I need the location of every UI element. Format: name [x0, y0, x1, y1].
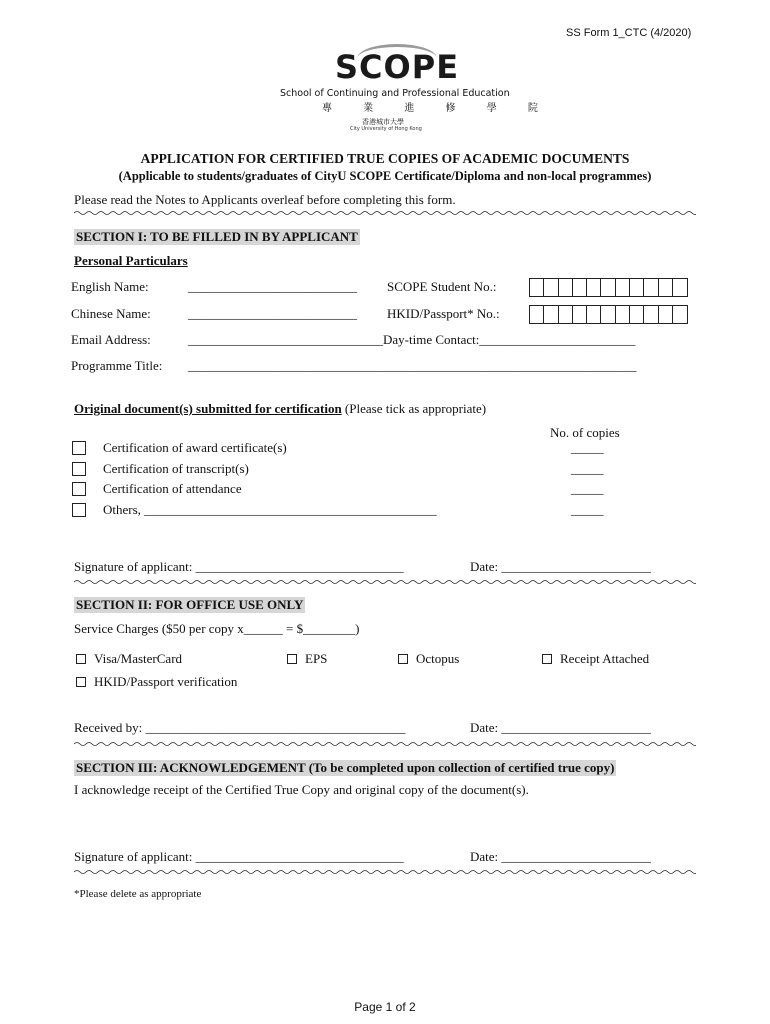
documents-heading: Original document(s) submitted for certification: [74, 401, 342, 416]
chinese-name-label: Chinese Name:: [71, 306, 151, 321]
email-label: Email Address:: [71, 332, 151, 347]
option-label: Certification of award certificate(s): [103, 440, 287, 455]
applicant-signature-field[interactable]: Signature of applicant: ________________________________: [74, 559, 404, 574]
personal-particulars-heading: Personal Particulars: [74, 253, 188, 268]
divider: [74, 742, 696, 746]
english-name-label: English Name:: [71, 279, 149, 294]
scope-logo: SCOPE: [335, 48, 460, 86]
acknowledgement-text: I acknowledge receipt of the Certified True Copy and original copy of the document(s).: [74, 782, 529, 797]
form-subtitle: (Applicable to students/graduates of CityU SCOPE Certificate/Diploma and non-local programmes): [118, 169, 652, 183]
applicant-signature-field[interactable]: Signature of applicant: ________________________________: [74, 849, 404, 864]
english-name-field[interactable]: __________________________: [188, 279, 357, 294]
receipt-attached-option[interactable]: Receipt Attached: [542, 651, 649, 667]
award-certificate-checkbox[interactable]: [72, 441, 86, 455]
checkbox-icon: [398, 654, 408, 664]
programme-label: Programme Title:: [71, 358, 163, 373]
attendance-checkbox[interactable]: [72, 482, 86, 496]
divider: [74, 211, 696, 215]
checkbox-icon: [76, 654, 86, 664]
divider: [74, 870, 696, 874]
date-field[interactable]: Date: _______________________: [470, 559, 651, 574]
option-label: Certification of attendance: [103, 481, 242, 496]
documents-heading-row: [74, 401, 486, 417]
date-field[interactable]: Date: _______________________: [470, 720, 651, 735]
copies-field[interactable]: _____: [571, 461, 604, 476]
student-no-label: SCOPE Student No.:: [387, 279, 497, 294]
hkid-label: HKID/Passport* No.:: [387, 306, 500, 321]
section3-heading: SECTION III: ACKNOWLEDGEMENT (To be completed upon collection of certified true copy): [76, 760, 615, 775]
university-name: City University of Hong Kong: [350, 126, 422, 132]
checkbox-icon: [542, 654, 552, 664]
eps-option[interactable]: EPS: [287, 651, 327, 667]
received-by-field[interactable]: Received by: ________________________________________: [74, 720, 406, 735]
school-name-chinese: 專 業 進 修 學 院: [322, 103, 552, 114]
intro-text: Please read the Notes to Applicants overleaf before completing this form.: [74, 192, 456, 207]
form-code: SS Form 1_CTC (4/2020): [566, 27, 692, 39]
visa-mastercard-option[interactable]: Visa/MasterCard: [76, 651, 182, 667]
checkbox-icon: [76, 677, 86, 687]
section2-heading: SECTION II: FOR OFFICE USE ONLY: [76, 597, 304, 612]
transcript-checkbox[interactable]: [72, 462, 86, 476]
copies-field[interactable]: _____: [571, 502, 604, 517]
checkbox-icon: [287, 654, 297, 664]
footnote: *Please delete as appropriate: [74, 888, 202, 900]
copies-heading: No. of copies: [550, 425, 620, 440]
octopus-option[interactable]: Octopus: [398, 651, 459, 667]
option-label: Others, _____________________________________________: [103, 502, 437, 517]
programme-field[interactable]: _____________________________________________________________________: [188, 358, 637, 373]
documents-note: (Please tick as appropriate): [344, 401, 487, 416]
copies-field[interactable]: _____: [571, 440, 604, 455]
copies-field[interactable]: _____: [571, 481, 604, 496]
option-label: Certification of transcript(s): [103, 461, 249, 476]
hkid-field[interactable]: [529, 305, 688, 324]
university-name-chinese: 香港城市大學: [362, 118, 404, 126]
hkid-verification-option[interactable]: HKID/Passport verification: [76, 674, 237, 690]
section1-heading: SECTION I: TO BE FILLED IN BY APPLICANT: [76, 229, 358, 244]
date-field[interactable]: Date: _______________________: [470, 849, 651, 864]
divider: [74, 580, 696, 584]
school-name: School of Continuing and Professional Education: [280, 88, 510, 99]
chinese-name-field[interactable]: __________________________: [188, 306, 357, 321]
email-contact-field[interactable]: ______________________________Day-time Contact:________________________: [188, 332, 636, 347]
student-no-field[interactable]: [529, 278, 688, 297]
others-checkbox[interactable]: [72, 503, 86, 517]
page-number: Page 1 of 2: [354, 1000, 416, 1014]
service-charges-field[interactable]: Service Charges ($50 per copy x______ = $________): [74, 621, 360, 636]
form-title: APPLICATION FOR CERTIFIED TRUE COPIES OF ACADEMIC DOCUMENTS: [140, 151, 630, 166]
